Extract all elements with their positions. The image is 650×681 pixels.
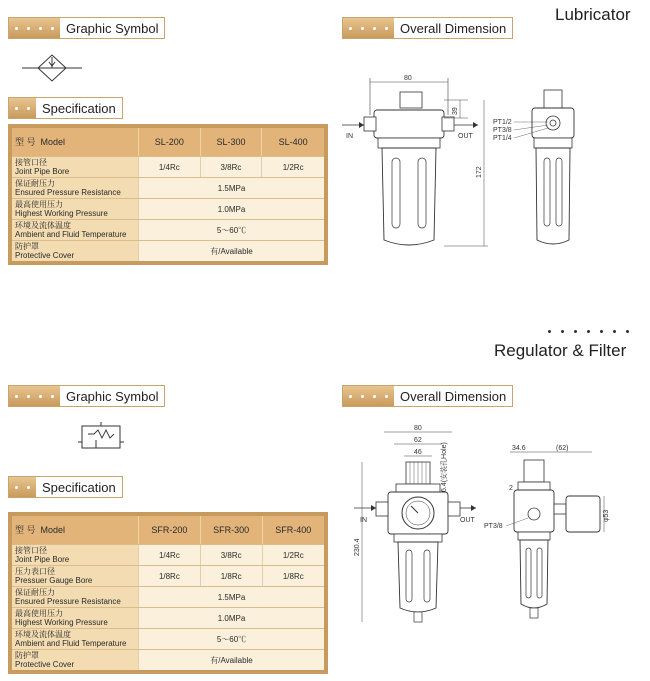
model-en: Model	[40, 136, 66, 147]
row-label: 最高使用压力 Highest Working Pressure	[10, 199, 139, 220]
model-cn: 型 号	[15, 136, 36, 147]
cell: 1/8Rc	[200, 566, 262, 587]
dim-34-6: 34.6	[512, 445, 526, 452]
dim-2: 2	[509, 485, 513, 492]
out-label: OUT	[458, 133, 473, 140]
cell: 1/2Rc	[262, 157, 326, 178]
table-row	[10, 545, 326, 566]
table-row	[10, 629, 326, 650]
regulator-spec-table	[8, 512, 328, 674]
graphic-symbol-header	[8, 17, 165, 39]
cell: 1/8Rc	[262, 566, 326, 587]
dim-46: 46	[414, 449, 422, 456]
cell: 1/4Rc	[139, 157, 201, 178]
in-label: IN	[360, 517, 367, 524]
table-header-row	[10, 126, 326, 157]
in-label: IN	[346, 133, 353, 140]
overall-dimension-label: Overall Dimension	[394, 386, 512, 406]
model-col-1: SL-200	[139, 126, 201, 157]
graphic-symbol-label: Graphic Symbol	[60, 18, 164, 38]
row-label: 防护罩 Protective Cover	[10, 241, 139, 264]
header-dots	[343, 18, 394, 38]
graphic-symbol-label: Graphic Symbol	[60, 386, 164, 406]
cell: 1.0MPa	[139, 608, 327, 629]
overall-dimension-label: Overall Dimension	[394, 18, 512, 38]
table-row	[10, 241, 326, 264]
row-label: 最高使用压力 Highest Working Pressure	[10, 608, 139, 629]
dim-phi53: φ53	[603, 509, 610, 522]
cell: 有/Available	[139, 650, 327, 673]
regulator-front-drawing	[348, 425, 478, 628]
cell: 有/Available	[139, 241, 327, 264]
row-label: 环境及流体温度 Ambient and Fluid Temperature	[10, 220, 139, 241]
table-row	[10, 650, 326, 673]
specification-label: Specification	[36, 477, 122, 497]
specification-label: Specification	[36, 98, 122, 118]
cell: 1/8Rc	[139, 566, 201, 587]
cell: 1.0MPa	[139, 199, 327, 220]
port-label: PT3/8	[493, 127, 512, 134]
cell: 1.5MPa	[139, 178, 327, 199]
model-header	[10, 514, 139, 545]
table-row	[10, 157, 326, 178]
lubricator-spec-table	[8, 124, 328, 265]
specification-header	[8, 97, 123, 119]
dim-62: 62	[414, 437, 422, 444]
row-label: 保证耐压力 Ensured Pressure Resistance	[10, 178, 139, 199]
model-col-3: SFR-400	[262, 514, 326, 545]
regulator-side-drawing	[482, 446, 612, 636]
row-label: 环境及流体温度 Ambient and Fluid Temperature	[10, 629, 139, 650]
out-label: OUT	[460, 517, 475, 524]
cell: 5～60℃	[139, 220, 327, 241]
header-dots	[9, 477, 36, 497]
dim-top-39: 39	[452, 107, 459, 115]
model-cn: 型 号	[15, 524, 36, 535]
table-row	[10, 178, 326, 199]
port-label: PT1/4	[493, 135, 512, 142]
model-col-3: SL-400	[262, 126, 326, 157]
dim-80: 80	[414, 425, 422, 432]
table-row	[10, 220, 326, 241]
dim-height-172: 172	[476, 166, 483, 178]
model-col-2: SL-300	[200, 126, 262, 157]
lubricator-title: Lubricator	[555, 5, 631, 24]
dim-width-80: 80	[404, 75, 412, 82]
cell: 3/8Rc	[200, 545, 262, 566]
lubricator-front-drawing	[340, 70, 490, 260]
port-label: PT1/2	[493, 119, 512, 126]
specification-header	[8, 476, 123, 498]
model-col-1: SFR-200	[139, 514, 201, 545]
header-dots	[9, 98, 36, 118]
header-dots	[343, 386, 394, 406]
header-dots	[9, 386, 60, 406]
table-row	[10, 587, 326, 608]
row-label: 接管口径 Joint Pipe Bore	[10, 545, 139, 566]
dim-height-230: 230.4	[354, 538, 361, 556]
row-label: 防护罩 Protective Cover	[10, 650, 139, 673]
table-row	[10, 199, 326, 220]
graphic-symbol-header	[8, 385, 165, 407]
cell: 5～60℃	[139, 629, 327, 650]
lubricator-symbol-icon	[22, 54, 82, 84]
table-row	[10, 566, 326, 587]
row-label: 压力表口径 Pressuer Gauge Bore	[10, 566, 139, 587]
overall-dimension-header	[342, 17, 513, 39]
cell: 3/8Rc	[200, 157, 262, 178]
row-label: 接管口径 Joint Pipe Bore	[10, 157, 139, 178]
model-header	[10, 126, 139, 157]
row-label: 保证耐压力 Ensured Pressure Resistance	[10, 587, 139, 608]
decor-dots	[548, 330, 629, 333]
table-header-row	[10, 514, 326, 545]
regulator-symbol-icon	[78, 422, 124, 452]
overall-dimension-header	[342, 385, 513, 407]
model-col-2: SFR-300	[200, 514, 262, 545]
model-en: Model	[40, 524, 66, 535]
dim-hole: 6.4(安装孔Hole)	[441, 442, 448, 492]
dim-62-paren: (62)	[556, 445, 569, 452]
cell: 1/2Rc	[262, 545, 326, 566]
port-label: PT3/8	[484, 523, 503, 530]
lubricator-side-drawing	[490, 70, 600, 260]
cell: 1.5MPa	[139, 587, 327, 608]
cell: 1/4Rc	[139, 545, 201, 566]
header-dots	[9, 18, 60, 38]
regulator-title: Regulator & Filter	[494, 341, 627, 360]
table-row	[10, 608, 326, 629]
